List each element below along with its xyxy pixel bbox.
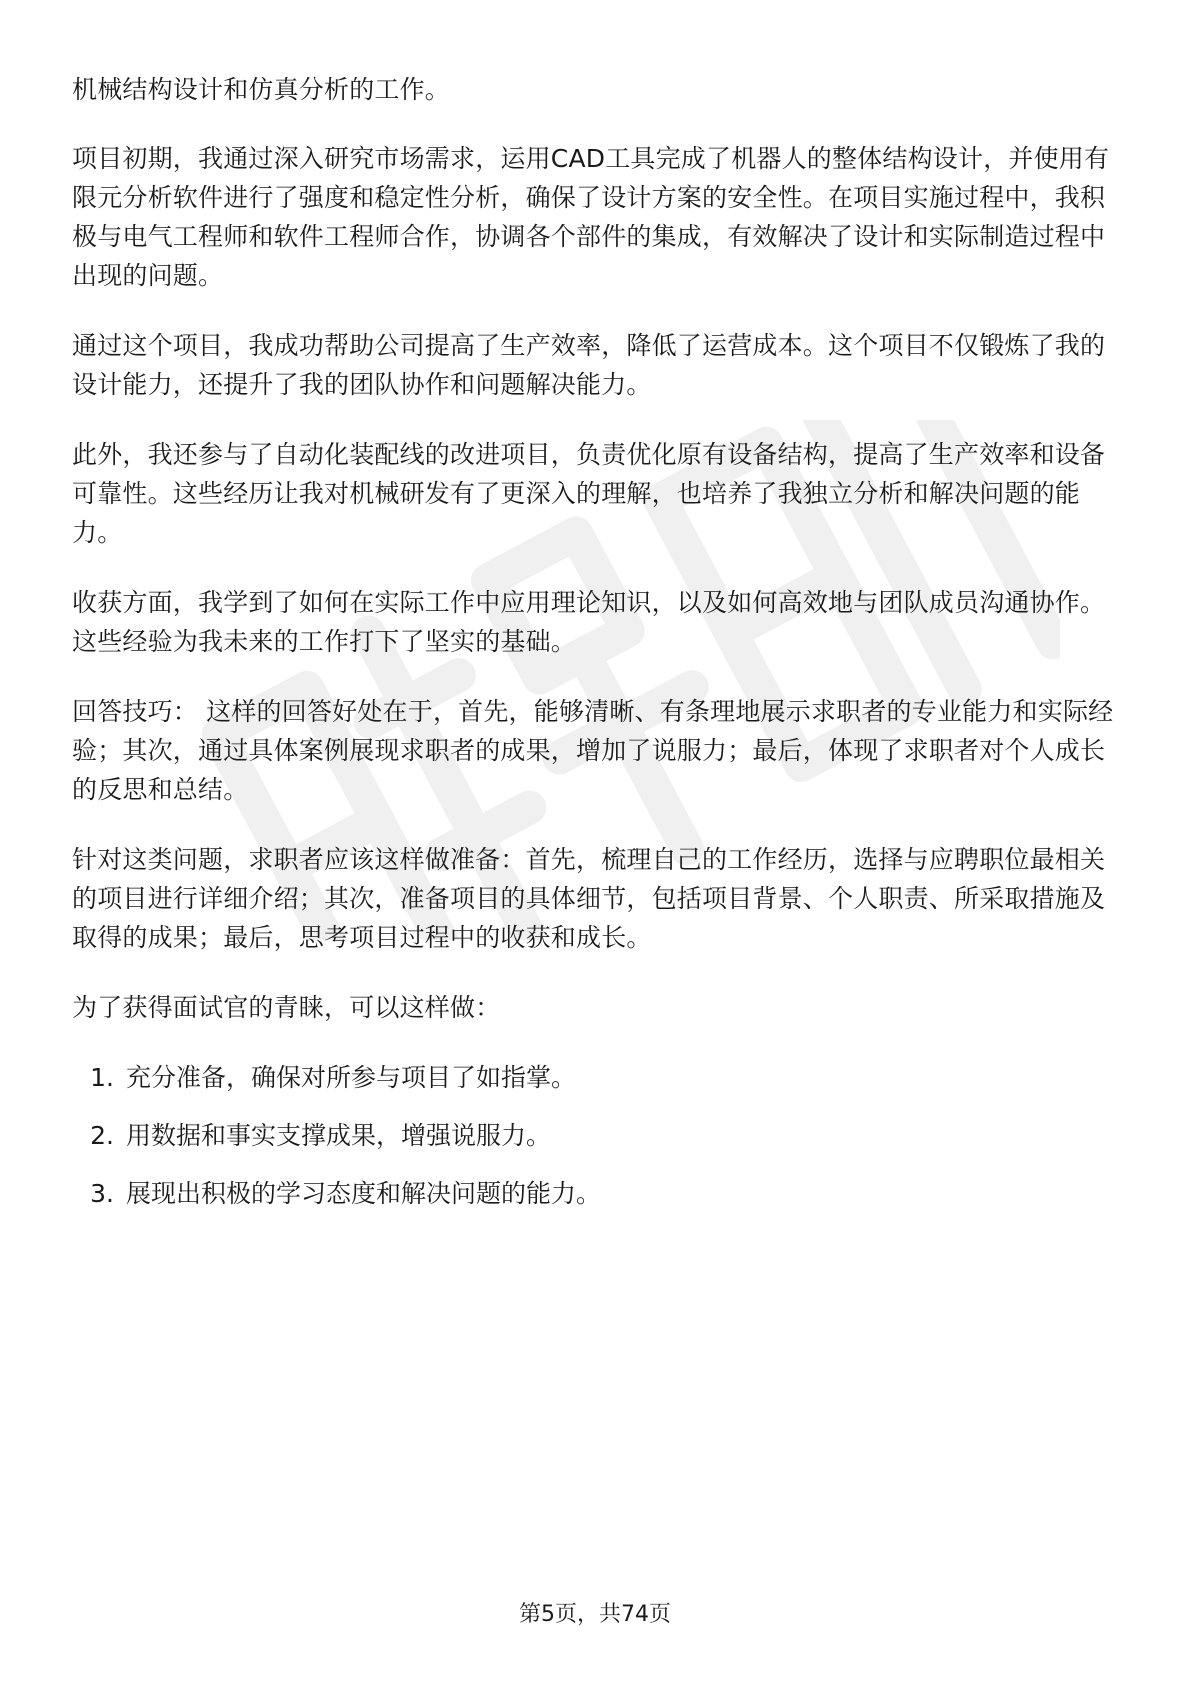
paragraph-3: 通过这个项目，我成功帮助公司提高了生产效率，降低了运营成本。这个项目不仅锻炼了我的设计能力，还提升了我的团队协作和问题解决能力。 <box>72 331 1106 399</box>
list-item <box>72 1174 1122 1213</box>
paragraph-1: 机械结构设计和仿真分析的工作。 <box>72 75 451 104</box>
paragraph-list-intro: 为了获得面试官的青睐，可以这样做： <box>72 993 501 1022</box>
paragraph-2: 项目初期，我通过深入研究市场需求，运用CAD工具完成了机器人的整体结构设计，并使用有限元分析软件进行了强度和稳定性分析，确保了设计方案的安全性。在项目实施过程中，我积极与电气工程师和软件工程师合作，协调各个部件的集成，有效解决了设计和实际制造过程中出现的问题。 <box>72 144 1110 290</box>
list-item-text: 用数据和事实支撑成果，增强说服力。 <box>126 1121 552 1150</box>
paragraph-answer-tips: 回答技巧： 这样的回答好处在于，首先，能够清晰、有条理地展示求职者的专业能力和实际经验；其次，通过具体案例展现求职者的成果，增加了说服力；最后，体现了求职者对个人成长的反思和总结。 <box>72 697 1114 804</box>
list-item-text: 充分准备，确保对所参与项目了如指掌。 <box>126 1063 577 1092</box>
list-item-number: 2. <box>90 1121 114 1150</box>
paragraph-4: 此外，我还参与了自动化装配线的改进项目，负责优化原有设备结构，提高了生产效率和设备可靠性。这些经历让我对机械研发有了更深入的理解，也培养了我独立分析和解决问题的能力。 <box>72 440 1106 547</box>
list-item-text: 展现出积极的学习态度和解决问题的能力。 <box>126 1179 602 1208</box>
paragraph-5: 收获方面，我学到了如何在实际工作中应用理论知识，以及如何高效地与团队成员沟通协作。这些经验为我未来的工作打下了坚实的基础。 <box>72 588 1106 656</box>
list-item-number: 3. <box>90 1179 114 1208</box>
list-item <box>72 1116 1122 1155</box>
list-item <box>72 1058 1122 1097</box>
page-number: 第5页，共74页 <box>519 1602 671 1627</box>
list-item-number: 1. <box>90 1063 114 1092</box>
document-body <box>72 70 1122 1232</box>
tips-list <box>72 1058 1122 1213</box>
paragraph-preparation: 针对这类问题，求职者应该这样做准备：首先，梳理自己的工作经历，选择与应聘职位最相关的项目进行详细介绍；其次，准备项目的具体细节，包括项目背景、个人职责、所采取措施及取得的成果；最后，思考项目过程中的收获和成长。 <box>72 845 1106 952</box>
